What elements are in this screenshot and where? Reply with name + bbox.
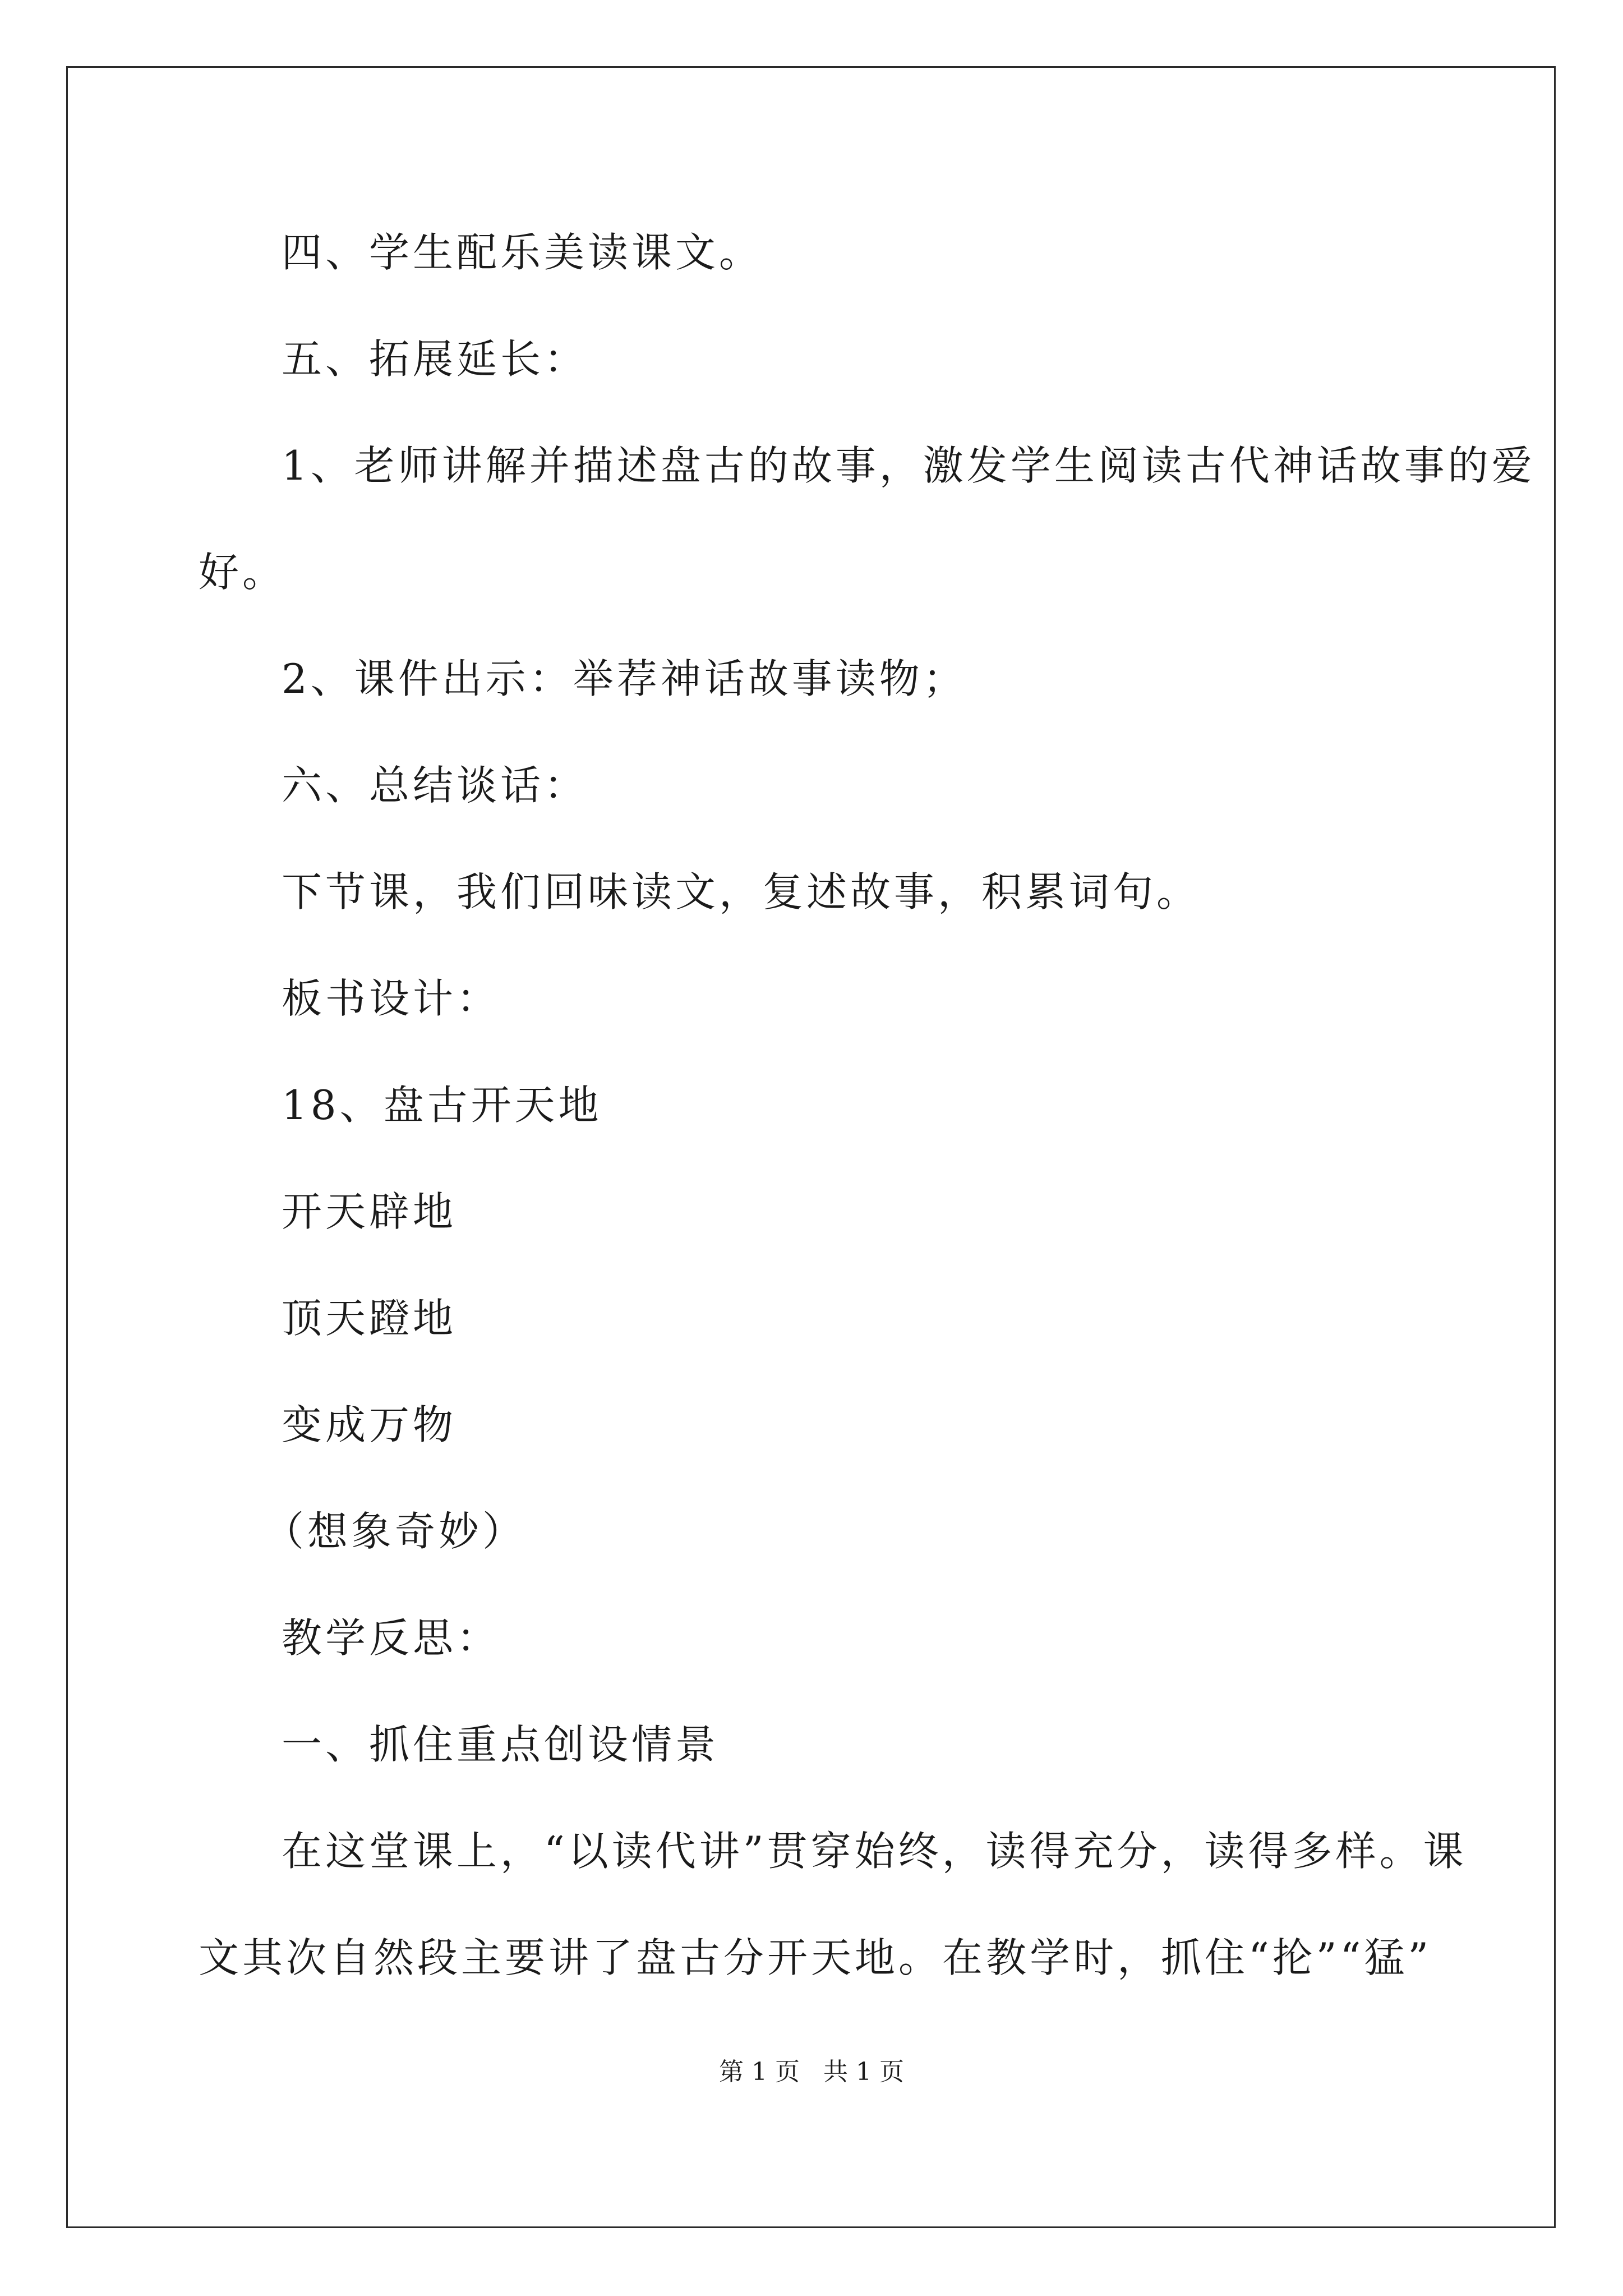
paragraph-line: 好。	[199, 549, 287, 596]
paragraph-line: 开天辟地	[282, 1188, 457, 1235]
paragraph-line: 五、拓展延长：	[282, 335, 588, 383]
paragraph-line: 下节课，我们回味读文，复述故事，积累词句。	[282, 868, 1201, 915]
paragraph-line: （想象奇妙）	[264, 1508, 527, 1555]
paragraph-line: 变成万物	[282, 1401, 457, 1448]
paragraph-line: 2、课件出示：举荐神话故事读物；	[282, 655, 967, 702]
paragraph-line: 在这堂课上，“以读代讲”贯穿始终，读得充分，读得多样。课	[282, 1828, 1467, 1875]
page-footer: 第 1 页 共 1 页	[719, 2058, 904, 2086]
paragraph-line: 板书设计：	[282, 975, 501, 1022]
paragraph-line: 一、抓住重点创设情景	[282, 1721, 720, 1768]
paragraph-line: 四、学生配乐美读课文。	[282, 229, 763, 276]
paragraph-line: 顶天蹬地	[282, 1295, 457, 1342]
paragraph-line: 文其次自然段主要讲了盘古分开天地。在教学时，抓住“抡”“猛”	[199, 1934, 1432, 1981]
paragraph-line: 1、老师讲解并描述盘古的故事，激发学生阅读古代神话故事的爱	[282, 442, 1536, 489]
paragraph-line: 教学反思：	[282, 1614, 501, 1662]
paragraph-line: 18、盘古开天地	[282, 1082, 602, 1129]
page-border	[66, 66, 1556, 2228]
paragraph-line: 六、总结谈话：	[282, 762, 588, 809]
